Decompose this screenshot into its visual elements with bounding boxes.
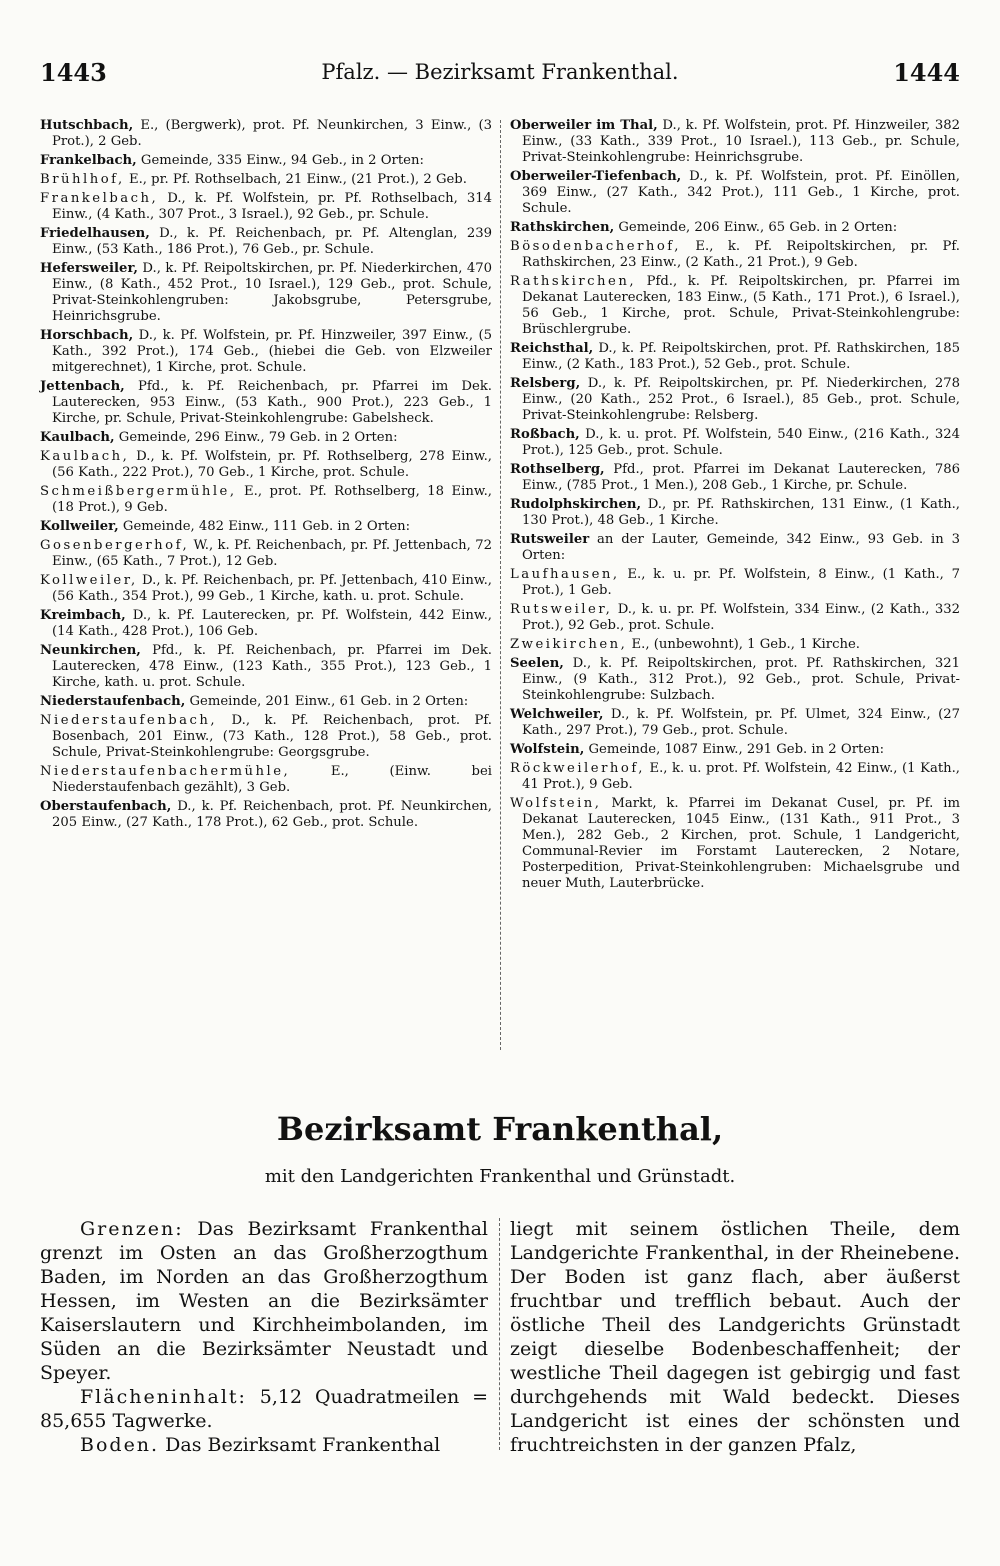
entry-description: D., k. Pf. Wolfstein, pr. Pf. Hinzweiler, 397 Einw., (5 Kath., 392 Prot.), 174 Geb., (hiebei die Geb. von Elzweiler mitgerechnet), 1 Kirche, prot. Schule. [52, 328, 492, 375]
entry-description: Gemeinde, 335 Einw., 94 Geb., in 2 Orten: [136, 153, 424, 168]
entry-place-name: Laufhausen, [510, 567, 620, 582]
register-entry [510, 376, 960, 424]
register-entry [510, 427, 960, 459]
entry-place-name: Rutsweiler, [510, 602, 613, 617]
register-entry [510, 169, 960, 217]
running-title: Pfalz. — Bezirksamt Frankenthal. [321, 60, 679, 84]
entry-description: Gemeinde, 482 Einw., 111 Geb. in 2 Orten: [118, 519, 411, 534]
left-page-number: 1443 [40, 58, 107, 87]
register-entry [40, 430, 492, 446]
paragraph-boden [40, 1433, 488, 1457]
register-entry [510, 462, 960, 494]
entry-place-name: Wolfstein, [510, 796, 602, 811]
entry-description: D., pr. Pf. Rathskirchen, 131 Einw., (1 Kath., 130 Prot.), 48 Geb., 1 Kirche. [522, 497, 960, 528]
entry-description: D., k. Pf. Reipoltskirchen, prot. Pf. Rathskirchen, 185 Einw., (2 Kath., 183 Prot.), 52 Geb., prot. Schule. [522, 341, 960, 372]
register-entry [510, 274, 960, 338]
entry-description: D., k. u. pr. Pf. Wolfstein, 334 Einw., (2 Kath., 332 Prot.), 92 Geb., prot. Schule. [522, 602, 960, 633]
register-entry [40, 226, 492, 258]
entry-description: an der Lauter, Gemeinde, 342 Einw., 93 Geb. in 3 Orten: [522, 532, 960, 563]
entry-description: E., (unbewohnt), 1 Geb., 1 Kirche. [627, 637, 860, 652]
entry-place-name: Frankelbach, [40, 153, 137, 168]
entry-place-name: Relsberg, [510, 376, 581, 391]
entry-description: E., (Einw. bei Niederstaufenbach gezählt), 3 Geb. [52, 764, 492, 795]
paragraph-grenzen [40, 1217, 488, 1385]
entry-description: D., k. Pf. Reichenbach, prot. Pf. Bosenbach, 201 Einw., (73 Kath., 128 Prot.), 58 Geb., prot. Schule, Privat-Steinkohlengrube: Georgsgrube. [52, 713, 492, 760]
entry-place-name: Welchweiler, [510, 707, 604, 722]
entry-place-name: Niederstaufenbach, [40, 713, 218, 728]
entry-place-name: Rudolphskirchen, [510, 497, 642, 512]
entry-description: E., k. u. prot. Pf. Wolfstein, 42 Einw., (1 Kath., 41 Prot.), 9 Geb. [522, 761, 960, 792]
entry-description: W., k. Pf. Reichenbach, pr. Pf. Jettenbach, 72 Einw., (65 Kath., 7 Prot.), 12 Geb. [52, 538, 492, 569]
entry-description: Pfd., k. Pf. Reipoltskirchen, pr. Pfarrei im Dekanat Lauterecken, 183 Einw., (5 Kath., 171 Prot.), 6 Israel.), 56 Geb., 1 Kirche, prot. Schule, Privat-Steinkohlengrube: Brüschlergrube. [522, 274, 960, 337]
register-entry [40, 519, 492, 535]
label-grenzen: Grenzen: [80, 1218, 184, 1240]
entry-description: D., k. Pf. Wolfstein, pr. Pf. Rothselberg, 278 Einw., (56 Kath., 222 Prot.), 70 Geb., 1 Kirche, prot. Schule. [52, 449, 492, 480]
entry-description: D., k. Pf. Wolfstein, prot. Pf. Einöllen, 369 Einw., (27 Kath., 342 Prot.), 111 Geb., 1 Kirche, prot. Schule. [522, 169, 960, 216]
bottom-right-column [510, 1217, 960, 1457]
entry-description: D., k. Pf. Reipoltskirchen, prot. Pf. Rathskirchen, 321 Einw., (9 Kath., 312 Prot.), 92 Geb., prot. Schule, Privat-Steinkohlengrube: Sulzbach. [522, 656, 960, 703]
entry-description: Gemeinde, 1087 Einw., 291 Geb. in 2 Orten: [584, 742, 885, 757]
entry-description: D., k. Pf. Wolfstein, pr. Pf. Rothselbach, 314 Einw., (4 Kath., 307 Prot., 3 Israel.), 92 Geb., pr. Schule. [52, 191, 492, 222]
register-entry [40, 328, 492, 376]
entry-place-name: Reichsthal, [510, 341, 594, 356]
left-column [40, 118, 492, 834]
entry-place-name: Kollweiler, [40, 519, 119, 534]
register-entry [40, 484, 492, 516]
register-entry [510, 567, 960, 599]
section-subtitle: mit den Landgerichten Frankenthal und Grünstadt. [264, 1166, 736, 1187]
entry-description: Pfd., prot. Pfarrei im Dekanat Lauterecken, 786 Einw., (785 Prot., 1 Men.), 208 Geb., 1 Kirche, pr. Schule. [522, 462, 960, 493]
entry-description: E., k. u. pr. Pf. Wolfstein, 8 Einw., (1 Kath., 7 Prot.), 1 Geb. [522, 567, 960, 598]
entry-place-name: Frankelbach, [40, 191, 159, 206]
register-entry [510, 220, 960, 236]
register-entry [40, 172, 492, 188]
entry-place-name: Neunkirchen, [40, 643, 141, 658]
register-entry [510, 637, 960, 653]
entry-place-name: Seelen, [510, 656, 564, 671]
entry-place-name: Bösodenbacherhof, [510, 239, 681, 254]
text-boden: Das Bezirksamt Frankenthal [159, 1434, 441, 1456]
entry-place-name: Oberweiler-Tiefenbach, [510, 169, 682, 184]
entry-description: D., k. Pf. Lauterecken, pr. Pf. Wolfstein, 442 Einw., (14 Kath., 428 Prot.), 106 Geb. [52, 608, 492, 639]
register-entry [510, 796, 960, 892]
entry-description: D., k. Pf. Reichenbach, pr. Pf. Jettenbach, 410 Einw., (56 Kath., 354 Prot.), 99 Geb., 1 Kirche, kath. u. prot. Schule. [52, 573, 492, 604]
entry-description: Pfd., k. Pf. Reichenbach, pr. Pfarrei im Dek. Lauterecken, 953 Einw., (53 Kath., 900 Prot.), 223 Geb., 1 Kirche, pr. Schule, Privat-Steinkohlengrube: Gabelsheck. [52, 379, 492, 426]
register-entry [510, 239, 960, 271]
register-entry [510, 707, 960, 739]
entry-description: D., k. Pf. Wolfstein, prot. Pf. Hinzweiler, 382 Einw., (33 Kath., 339 Prot., 10 Israel.), 113 Geb., pr. Schule, Privat-Steinkohlengrube: Heinrichsgrube. [522, 118, 961, 165]
register-entry [40, 379, 492, 427]
bottom-left-column [40, 1217, 488, 1457]
entry-place-name: Kreimbach, [40, 608, 126, 623]
entry-description: E., (Bergwerk), prot. Pf. Neunkirchen, 3 Einw., (3 Prot.), 2 Geb. [52, 118, 492, 149]
register-entry [510, 497, 960, 529]
entry-description: D., k. Pf. Reichenbach, pr. Pf. Altenglan, 239 Einw., (53 Kath., 186 Prot.), 76 Geb., pr. Schule. [52, 226, 492, 257]
page-header [40, 58, 960, 88]
entry-place-name: Kaulbach, [40, 449, 130, 464]
entry-place-name: Kaulbach, [40, 430, 115, 445]
paragraph-flaecheninhalt [40, 1385, 488, 1433]
right-column [510, 118, 960, 895]
entry-place-name: Rutsweiler [510, 532, 590, 547]
register-entry [40, 191, 492, 223]
entry-description: Markt, k. Pfarrei im Dekanat Cusel, pr. Pf. im Dekanat Lauterecken, 1045 Einw., (131 Kath., 911 Prot., 3 Men.), 282 Geb., 2 Kirchen, prot. Schule, 1 Landgericht, Communal-Revier im Forstamt Lauterecken, 2 Notare, Posterpedition, Privat-Steinkohlengruben: Michaelsgrube und neuer Muth, Lauterbrücke. [522, 796, 960, 891]
label-boden: Boden. [80, 1434, 160, 1456]
entry-place-name: Wolfstein, [510, 742, 585, 757]
text-flaecheninhalt: 5,12 Quadratmeilen = 85,655 Tagwerke. [40, 1386, 488, 1432]
entry-description: D., k. u. prot. Pf. Wolfstein, 540 Einw., (216 Kath., 324 Prot.), 125 Geb., prot. Schule. [522, 427, 960, 458]
entry-description: D., k. Pf. Reipoltskirchen, pr. Pf. Niederkirchen, 470 Einw., (8 Kath., 452 Prot., 10 Israel.), 129 Geb., prot. Schule, Privat-Steinkohlengruben: Jakobsgrube, Petersgrube, Heinrichsgrube. [52, 261, 492, 324]
entry-place-name: Horschbach, [40, 328, 134, 343]
bottom-column-divider [499, 1218, 500, 1450]
entry-description: E., pr. Pf. Rothselbach, 21 Einw., (21 Prot.), 2 Geb. [124, 172, 467, 187]
section-title: Bezirksamt Frankenthal, [276, 1110, 724, 1148]
register-entry [40, 118, 492, 150]
entry-description: E., prot. Pf. Rothselberg, 18 Einw., (18 Prot.), 9 Geb. [52, 484, 492, 515]
entry-description: Gemeinde, 206 Einw., 65 Geb. in 2 Orten: [614, 220, 898, 235]
entry-place-name: Brühlhof, [40, 172, 125, 187]
entry-place-name: Zweikirchen, [510, 637, 628, 652]
entry-place-name: Friedelhausen, [40, 226, 150, 241]
entry-description: Gemeinde, 201 Einw., 61 Geb. in 2 Orten: [185, 694, 469, 709]
register-entry [40, 643, 492, 691]
entry-place-name: Roßbach, [510, 427, 580, 442]
column-divider [500, 120, 501, 1050]
entry-place-name: Hefersweiler, [40, 261, 139, 276]
entry-place-name: Niederstaufenbachermühle, [40, 764, 291, 779]
entry-place-name: Kollweiler, [40, 573, 138, 588]
entry-description: E., k. Pf. Reipoltskirchen, pr. Pf. Rathskirchen, 23 Einw., (2 Kath., 21 Prot.), 9 Geb. [522, 239, 960, 270]
register-entry [40, 449, 492, 481]
register-entry [40, 608, 492, 640]
register-entry [510, 532, 960, 564]
register-entry [40, 538, 492, 570]
entry-place-name: Rathskirchen, [510, 274, 637, 289]
register-entry [40, 573, 492, 605]
entry-place-name: Oberstaufenbach, [40, 799, 172, 814]
entry-place-name: Rathskirchen, [510, 220, 615, 235]
register-entry [510, 656, 960, 704]
right-page-number: 1444 [893, 58, 960, 87]
entry-place-name: Schmeißbergermühle, [40, 484, 237, 499]
register-entry [510, 602, 960, 634]
register-entry [510, 118, 960, 166]
register-entry [40, 713, 492, 761]
text-grenzen: Das Bezirksamt Frankenthal grenzt im Osten an das Großherzogthum Baden, im Norden an das Großherzogthum Hessen, im Westen an die Bezirksämter Kaiserslautern und Kirchheimbolanden, im Süden an die Bezirksämter Neustadt und Speyer. [40, 1218, 488, 1384]
register-entry [510, 742, 960, 758]
entry-place-name: Oberweiler im Thal, [510, 118, 658, 133]
label-flaecheninhalt: Flächeninhalt: [80, 1386, 247, 1408]
entry-description: D., k. Pf. Wolfstein, pr. Pf. Ulmet, 324 Einw., (27 Kath., 297 Prot.), 79 Geb., prot. Schule. [522, 707, 960, 738]
entry-description: Pfd., k. Pf. Reichenbach, pr. Pfarrei im Dek. Lauterecken, 478 Einw., (123 Kath., 355 Prot.), 123 Geb., 1 Kirche, kath. u. prot. Schule. [52, 643, 492, 690]
entry-place-name: Jettenbach, [40, 379, 125, 394]
register-entry [40, 694, 492, 710]
register-entry [510, 341, 960, 373]
entry-place-name: Rothselberg, [510, 462, 605, 477]
entry-description: Gemeinde, 296 Einw., 79 Geb. in 2 Orten: [114, 430, 398, 445]
paragraph-boden-continued: liegt mit seinem östlichen Theile, dem Landgerichte Frankenthal, in der Rheinebene. Der Boden ist ganz flach, aber äußerst fruchtbar und trefflich bebaut. Auch der östliche Theil des Landgerichts Grünstadt zeigt dieselbe Bodenbeschaffenheit; der westliche Theil dagegen ist gebirgig und fast durchgehends mit Wald bedeckt. Dieses Landgericht ist eines der schönsten und fruchtreichsten in der ganzen Pfalz, [510, 1218, 960, 1456]
entry-place-name: Niederstaufenbach, [40, 694, 186, 709]
entry-place-name: Gosenbergerhof, [40, 538, 190, 553]
register-entry [40, 153, 492, 169]
entry-description: D., k. Pf. Reichenbach, prot. Pf. Neunkirchen, 205 Einw., (27 Kath., 178 Prot.), 62 Geb., prot. Schule. [52, 799, 492, 830]
register-entry [40, 261, 492, 325]
register-entry [40, 799, 492, 831]
entry-place-name: Röckweilerhof, [510, 761, 645, 776]
entry-description: D., k. Pf. Reipoltskirchen, pr. Pf. Niederkirchen, 278 Einw., (20 Kath., 252 Prot., 6 Israel.), 85 Geb., prot. Schule, Privat-Steinkohlengrube: Relsberg. [522, 376, 960, 423]
register-entry [40, 764, 492, 796]
register-entry [510, 761, 960, 793]
entry-place-name: Hutschbach, [40, 118, 134, 133]
